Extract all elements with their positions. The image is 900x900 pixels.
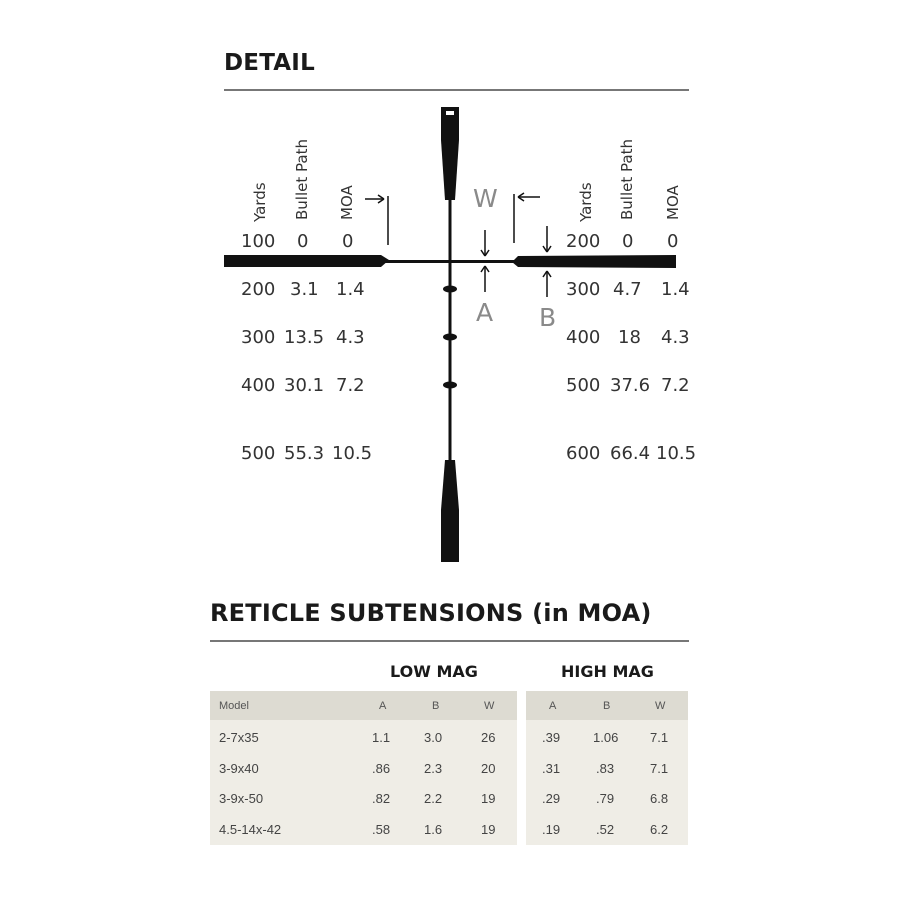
row-1-high-b: 1.06 xyxy=(593,730,619,745)
left-header-bullet-path: Bullet Path xyxy=(293,139,311,220)
left-row-5-yards: 500 xyxy=(241,443,276,464)
right-row-4-yards: 500 xyxy=(566,375,601,396)
row-3-low-w: 19 xyxy=(481,791,496,806)
row-1-high-w: 7.1 xyxy=(650,730,669,745)
row-2-low-b: 2.3 xyxy=(424,761,443,776)
row-2-model: 3-9x40 xyxy=(219,761,259,776)
right-row-3-path: 18 xyxy=(618,327,641,348)
header-model: Model xyxy=(219,700,249,712)
label-b: B xyxy=(539,303,557,332)
row-3-high-w: 6.8 xyxy=(650,791,669,806)
row-3-high-a: .29 xyxy=(542,791,561,806)
reticle-left-post xyxy=(224,255,389,267)
row-2-low-w: 20 xyxy=(481,761,496,776)
subtensions-divider xyxy=(210,640,689,642)
row-1-high-a: .39 xyxy=(542,730,561,745)
left-row-5-moa: 10.5 xyxy=(332,443,373,464)
right-row-2-moa: 1.4 xyxy=(661,279,690,300)
row-4-high-a: .19 xyxy=(542,822,561,837)
left-row-1-yards: 100 xyxy=(241,231,276,252)
holdover-mark-2 xyxy=(443,334,457,341)
reticle-top-post-notch xyxy=(446,111,454,115)
right-row-1-moa: 0 xyxy=(667,231,679,252)
right-row-5-yards: 600 xyxy=(566,443,601,464)
left-row-4-moa: 7.2 xyxy=(336,375,365,396)
left-row-2-moa: 1.4 xyxy=(336,279,365,300)
low-mag-table xyxy=(210,691,517,845)
reticle-bottom-post xyxy=(441,460,459,562)
low-mag-table-header xyxy=(210,691,517,720)
left-row-2-path: 3.1 xyxy=(290,279,319,300)
right-row-1-path: 0 xyxy=(622,231,634,252)
header-high-a: A xyxy=(549,700,557,712)
high-mag-label: HIGH MAG xyxy=(561,662,654,681)
row-3-low-a: .82 xyxy=(372,791,391,806)
row-3-model: 3-9x-50 xyxy=(219,791,264,806)
right-row-5-moa: 10.5 xyxy=(656,443,697,464)
row-4-high-w: 6.2 xyxy=(650,822,669,837)
reticle-top-post xyxy=(441,107,459,200)
left-row-4-path: 30.1 xyxy=(284,375,325,396)
right-row-5-path: 66.4 xyxy=(610,443,651,464)
row-2-high-a: .31 xyxy=(542,761,561,776)
left-header-moa: MOA xyxy=(338,185,356,220)
left-row-3-yards: 300 xyxy=(241,327,276,348)
row-2-low-a: .86 xyxy=(372,761,391,776)
header-low-b: B xyxy=(432,700,440,712)
detail-title: DETAIL xyxy=(224,50,315,76)
row-4-low-b: 1.6 xyxy=(424,822,443,837)
left-row-2-yards: 200 xyxy=(241,279,276,300)
reticle-horizontal-wire xyxy=(385,260,517,263)
label-a: A xyxy=(476,298,494,327)
right-header-moa: MOA xyxy=(664,185,682,220)
header-low-w: W xyxy=(484,700,495,712)
row-4-model: 4.5-14x-42 xyxy=(219,822,282,837)
row-1-low-b: 3.0 xyxy=(424,730,443,745)
label-w: W xyxy=(473,184,498,213)
row-4-low-w: 19 xyxy=(481,822,496,837)
row-3-low-b: 2.2 xyxy=(424,791,443,806)
subtensions-title: RETICLE SUBTENSIONS (in MOA) xyxy=(210,599,652,627)
right-header-yards: Yards xyxy=(577,182,595,222)
row-1-model: 2-7x35 xyxy=(219,730,259,745)
header-high-b: B xyxy=(603,700,611,712)
reticle-vertical-wire xyxy=(449,198,452,463)
row-2-high-w: 7.1 xyxy=(650,761,669,776)
row-1-low-w: 26 xyxy=(481,730,496,745)
right-row-4-path: 37.6 xyxy=(610,375,651,396)
header-low-a: A xyxy=(379,700,387,712)
row-2-high-b: .83 xyxy=(596,761,615,776)
row-3-high-b: .79 xyxy=(596,791,615,806)
left-row-1-path: 0 xyxy=(297,231,309,252)
row-4-high-b: .52 xyxy=(596,822,615,837)
high-mag-table xyxy=(526,691,688,845)
row-1-low-a: 1.1 xyxy=(372,730,391,745)
right-row-3-moa: 4.3 xyxy=(661,327,690,348)
left-row-1-moa: 0 xyxy=(342,231,354,252)
left-row-3-path: 13.5 xyxy=(284,327,325,348)
left-row-5-path: 55.3 xyxy=(284,443,325,464)
header-high-w: W xyxy=(655,700,666,712)
holdover-mark-1 xyxy=(443,286,457,293)
left-row-4-yards: 400 xyxy=(241,375,276,396)
reticle-right-post xyxy=(512,255,676,268)
left-header-yards: Yards xyxy=(251,182,269,222)
row-4-low-a: .58 xyxy=(372,822,391,837)
right-row-3-yards: 400 xyxy=(566,327,601,348)
right-row-2-yards: 300 xyxy=(566,279,601,300)
low-mag-label: LOW MAG xyxy=(390,662,478,681)
right-row-4-moa: 7.2 xyxy=(661,375,690,396)
holdover-mark-3 xyxy=(443,382,457,389)
right-row-1-yards: 200 xyxy=(566,231,601,252)
right-header-bullet-path: Bullet Path xyxy=(618,139,636,220)
left-row-3-moa: 4.3 xyxy=(336,327,365,348)
right-row-2-path: 4.7 xyxy=(613,279,642,300)
